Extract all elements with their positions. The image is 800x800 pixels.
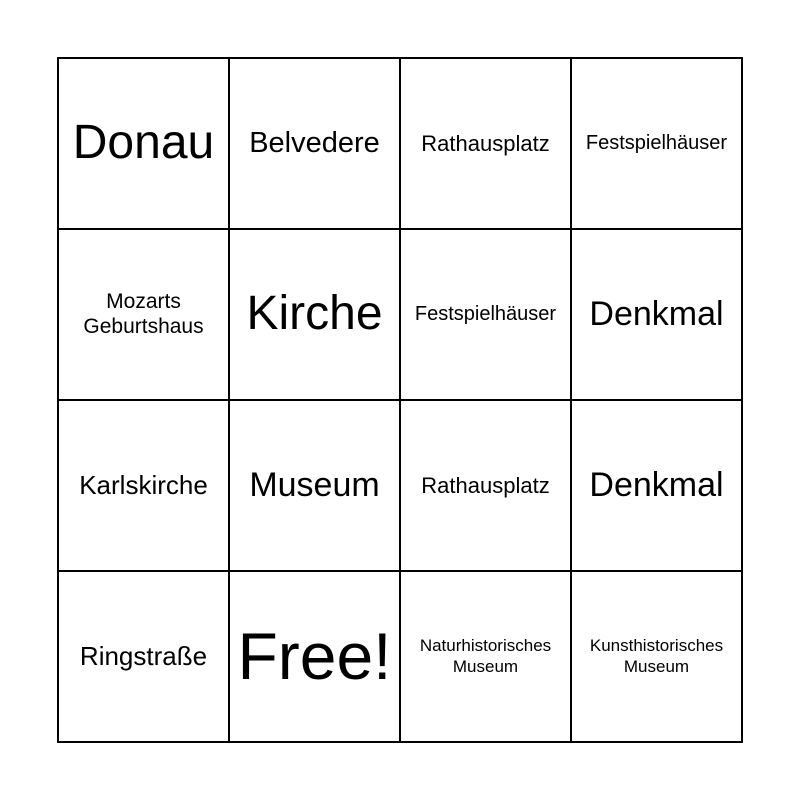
bingo-cell-label: Festspielhäuser bbox=[414, 302, 557, 325]
bingo-cell[interactable] bbox=[401, 401, 572, 572]
bingo-cell-label: Festspielhäuser bbox=[585, 131, 728, 154]
bingo-cell-label: Naturhistorisches Museum bbox=[419, 636, 552, 676]
bingo-card bbox=[57, 57, 743, 743]
bingo-cell-label: Rathausplatz bbox=[421, 472, 550, 498]
bingo-cell-label: Mozarts Geburtshaus bbox=[83, 289, 204, 338]
bingo-cell-label: Kunsthistorisches Museum bbox=[589, 636, 724, 676]
bingo-cell-label: Denkmal bbox=[589, 295, 724, 334]
bingo-cell-label: Denkmal bbox=[589, 466, 724, 505]
bingo-cell[interactable] bbox=[572, 572, 743, 743]
bingo-cell-label: Rathausplatz bbox=[421, 130, 550, 156]
bingo-cell[interactable] bbox=[572, 401, 743, 572]
bingo-cell-label: Belvedere bbox=[249, 127, 380, 160]
bingo-cell-label: Ringstraße bbox=[79, 641, 208, 672]
bingo-cell[interactable] bbox=[401, 230, 572, 401]
bingo-cell[interactable] bbox=[59, 230, 230, 401]
bingo-cell[interactable] bbox=[59, 59, 230, 230]
free-space-label: Free! bbox=[237, 618, 392, 693]
bingo-cell-label: Museum bbox=[249, 466, 380, 505]
bingo-cell[interactable] bbox=[230, 230, 401, 401]
bingo-cell-label: Karlskirche bbox=[79, 470, 208, 501]
bingo-cell-label: Kirche bbox=[246, 287, 383, 341]
bingo-cell[interactable] bbox=[572, 59, 743, 230]
bingo-cell[interactable] bbox=[401, 572, 572, 743]
free-space-cell[interactable] bbox=[230, 572, 401, 743]
bingo-cell[interactable] bbox=[572, 230, 743, 401]
bingo-cell[interactable] bbox=[230, 401, 401, 572]
bingo-cell[interactable] bbox=[59, 572, 230, 743]
bingo-cell-label: Donau bbox=[72, 116, 215, 170]
bingo-cell[interactable] bbox=[401, 59, 572, 230]
bingo-cell[interactable] bbox=[59, 401, 230, 572]
bingo-cell[interactable] bbox=[230, 59, 401, 230]
